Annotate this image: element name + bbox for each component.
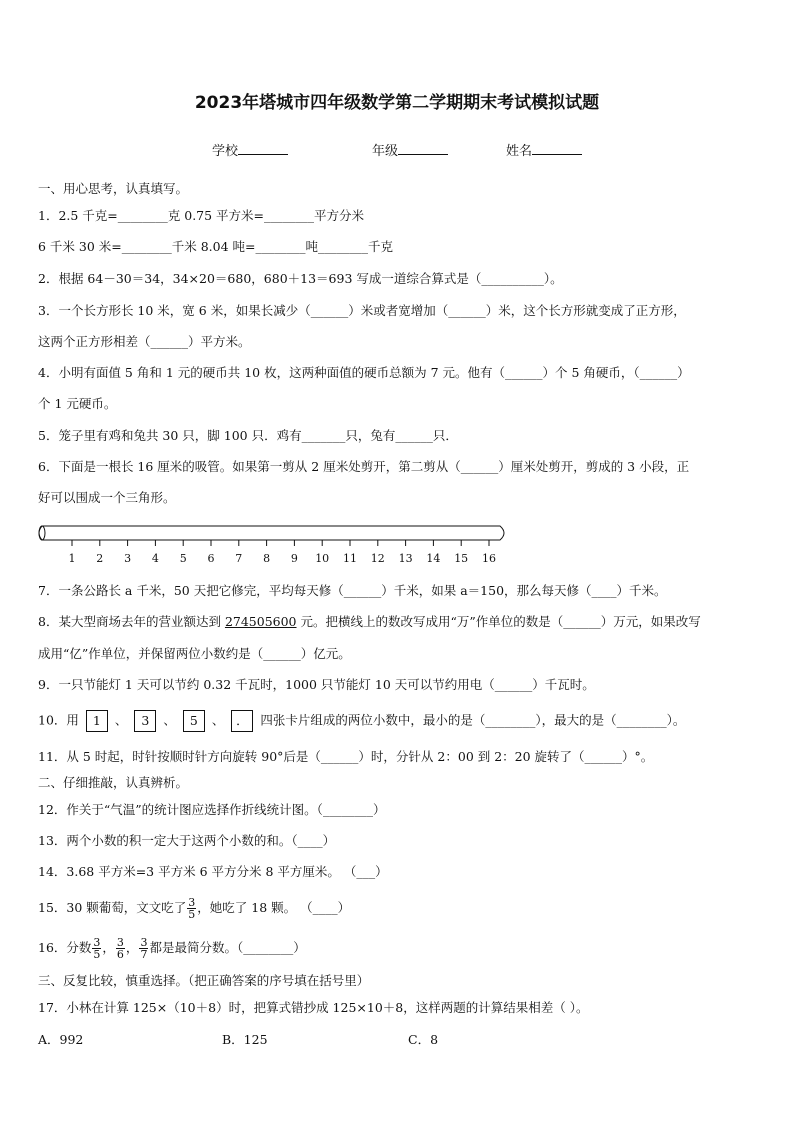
fraction-separator: ， (102, 940, 115, 955)
ruler-label: 4 (151, 552, 159, 565)
question-16-prefix: 16．分数 (38, 940, 92, 955)
question-8a-prefix: 8．某大型商场去年的营业额达到 (38, 614, 225, 629)
question-6b: 好可以围成一个三角形。 (38, 490, 176, 505)
fraction-3-6: $\frac{3}{6}$ (116, 936, 124, 961)
question-4b: 个 1 元硬币。 (38, 396, 117, 411)
option-c[interactable]: C．8 (408, 1032, 439, 1047)
name-field (506, 140, 582, 159)
question-12: 12．作关于“气温”的统计图应选择作折线统计图。（________） (38, 802, 386, 817)
school-field (212, 140, 288, 159)
card-separator: 、 (114, 712, 128, 728)
ruler-label: 15 (454, 552, 469, 565)
question-15 (38, 895, 350, 921)
question-16 (38, 935, 306, 961)
ruler-label: 10 (315, 552, 330, 565)
school-blank[interactable] (238, 142, 288, 155)
question-16-suffix: 都是最简分数。（________） (149, 940, 306, 955)
ruler-label: 2 (96, 552, 104, 565)
question-3a: 3．一个长方形长 10 米，宽 6 米，如果长减少（______）米或者宽增加（______）米，这个长方形就变成了正方形， (38, 303, 686, 318)
question-3b: 这两个正方形相差（______）平方米。 (38, 334, 251, 349)
card-separator: 、 (163, 712, 176, 728)
digit-card-1: 1 (86, 710, 108, 732)
fraction-3-7: $\frac{3}{7}$ (140, 936, 148, 961)
section-2-heading: 二、仔细推敲，认真辨析。 (38, 775, 189, 790)
ruler-label: 11 (343, 552, 357, 565)
question-9: 9．一只节能灯 1 天可以节约 0.32 千瓦时，1000 只节能灯 10 天可以节约用电（______）千瓦时。 (38, 677, 595, 692)
digit-card-5: 5 (183, 710, 205, 732)
ruler-label: 7 (235, 552, 243, 565)
ruler-label: 16 (482, 552, 496, 565)
card-separator: 、 (211, 712, 225, 728)
fraction-separator: ， (125, 940, 139, 955)
fraction-3-5: $\frac{3}{5}$ (188, 896, 196, 921)
section-1-heading: 一、用心思考，认真填写。 (38, 181, 189, 196)
fraction-3-5: $\frac{3}{5}$ (93, 936, 101, 961)
question-15-suffix: ，她吃了 18 颗。 （____） (197, 900, 351, 915)
ruler-label: 6 (207, 552, 215, 565)
straw-ruler-figure (34, 520, 514, 570)
option-a[interactable]: A．992 (38, 1032, 84, 1047)
question-1b: 6 千米 30 米=________千米 8.04 吨=________吨________千克 (38, 239, 394, 254)
question-7: 7．一条公路长 a 千米，50 天把它修完，平均每天修（______）千米，如果 a＝150，那么每天修（____）千米。 (38, 583, 667, 598)
question-15-prefix: 15．30 颗葡萄，文文吃了 (38, 900, 187, 915)
grade-label: 年级 (372, 144, 399, 159)
decimal-point-card: ． (231, 710, 253, 732)
ruler-label: 14 (426, 552, 441, 565)
name-blank[interactable] (532, 142, 582, 155)
ruler-label: 1 (68, 552, 76, 565)
grade-blank[interactable] (398, 142, 448, 155)
digit-card-3: 3 (134, 710, 156, 732)
question-10-prefix: 10．用 (38, 712, 79, 728)
name-label: 姓名 (506, 144, 533, 159)
question-2: 2．根据 64－30＝34，34×20＝680，680＋13＝693 写成一道综合算式是（__________）。 (38, 271, 563, 286)
school-label: 学校 (212, 144, 239, 159)
page-title: 2023年塔城市四年级数学第二学期期末考试模拟试题 (194, 93, 600, 113)
section-3-heading: 三、反复比较，慎重选择。（把正确答案的序号填在括号里） (38, 973, 370, 988)
ruler-label: 12 (370, 552, 385, 565)
question-1a: 1．2.5 千克=________克 0.75 平方米=________平方分米 (38, 208, 365, 223)
question-11: 11．从 5 时起，时针按顺时针方向旋转 90°后是（______）时，分针从 2：00 到 2：20 旋转了（______）°。 (38, 749, 654, 764)
question-13: 13．两个小数的积一定大于这两个小数的和。（____） (38, 833, 336, 848)
straw-body (39, 526, 504, 540)
question-17: 17．小林在计算 125×（10＋8）时，把算式错抄成 125×10＋8，这样两题的计算结果相差（ ）。 (38, 1000, 589, 1015)
question-10-suffix: 四张卡片组成的两位小数中，最小的是（________），最大的是（________）。 (260, 712, 686, 728)
straw-end (39, 526, 45, 540)
ruler-label: 8 (263, 552, 271, 565)
question-8b: 成用“亿”作单位，并保留两位小数约是（______）亿元。 (38, 646, 351, 661)
question-8a (38, 613, 701, 631)
ruler-label: 13 (398, 552, 413, 565)
ruler-label: 9 (290, 552, 298, 565)
underlined-number: 274505600 (224, 614, 297, 629)
grade-field (372, 140, 448, 159)
question-14: 14．3.68 平方米=3 平方米 6 平方分米 8 平方厘米。 （___） (38, 864, 388, 879)
option-b[interactable]: B．125 (222, 1032, 268, 1047)
question-5: 5．笼子里有鸡和兔共 30 只，脚 100 只．鸡有_______只，兔有______只． (38, 428, 458, 443)
ruler-label: 5 (179, 552, 187, 565)
question-6a: 6．下面是一根长 16 厘米的吸管。如果第一剪从 2 厘米处剪开，第二剪从（______）厘米处剪开，剪成的 3 小段，正 (38, 459, 690, 474)
question-4a: 4．小明有面值 5 角和 1 元的硬币共 10 枚，这两种面值的硬币总额为 7 元。他有（______）个 5 角硬币，（______） (38, 365, 690, 380)
question-8a-suffix: 元。把横线上的数改写成用“万”作单位的数是（______）万元，如果改写 (296, 614, 701, 629)
question-10 (38, 710, 685, 732)
ruler-label: 3 (124, 552, 132, 565)
